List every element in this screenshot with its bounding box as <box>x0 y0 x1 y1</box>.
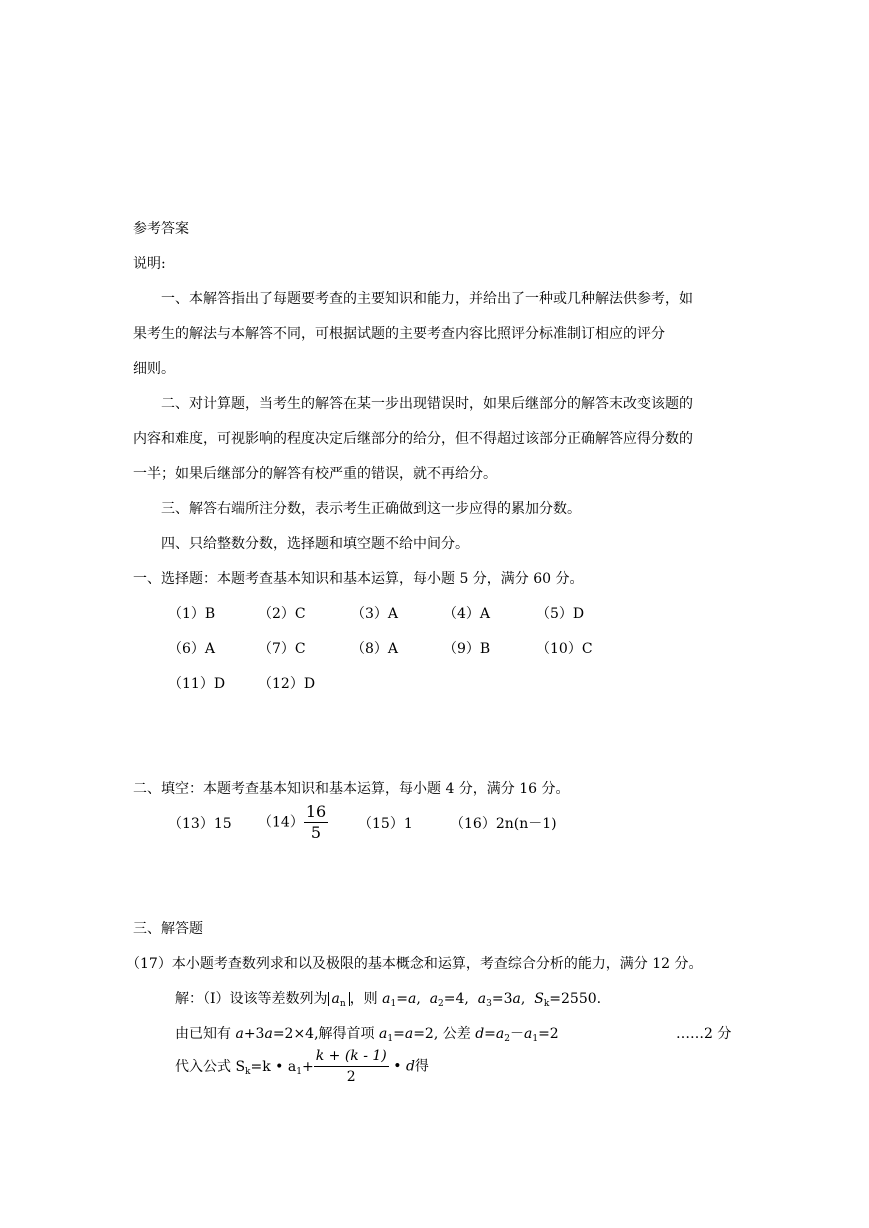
choice-answer: （4）A <box>443 606 491 622</box>
section-2-title: 二、填空：本题考查基本知识和基本运算，每小题 4 分，满分 16 分。 <box>133 781 570 797</box>
note-3: 三、解答右端所注分数，表示考生正确做到这一步应得的累加分数。 <box>161 501 581 517</box>
choice-answer: （5）D <box>536 606 585 622</box>
section-1-title: 一、选择题：本题考查基本知识和基本运算，每小题 5 分，满分 60 分。 <box>133 571 584 587</box>
solution-line-3: 代入公式 $S_k=k$ • $a_1+$ $\frac{k + (k - 1)}{2}$ • d得 <box>175 1048 429 1085</box>
absolute-value-sequence: $a_n$ <box>328 992 350 1006</box>
choice-answer: （2）C <box>258 606 306 622</box>
fraction-denominator: 2 <box>346 1069 356 1085</box>
page-heading: 参考答案 <box>133 221 189 237</box>
question-17-intro: （17）本小题考查数列求和以及极限的基本概念和运算，考查综合分析的能力，满分 12 分。 <box>126 956 703 972</box>
choice-answer: （10）C <box>536 641 593 657</box>
fraction-denominator: 5 <box>310 823 322 838</box>
note-1-line-1: 一、本解答指出了每题要考查的主要知识和能力，并给出了一种或几种解法供参考，如 <box>161 291 693 307</box>
note-2-line-3: 一半；如果后继部分的解答有校严重的错误，就不再给分。 <box>133 466 497 482</box>
choice-answer: （1）B <box>168 606 216 622</box>
choice-answer: （9）B <box>443 641 491 657</box>
score-marker: ……2 分 <box>676 1026 732 1042</box>
fill-answer-14 <box>258 802 328 838</box>
solution-line-2: 由已知有 a+3a=2×4,解得首项 $a_1=a=2$, 公差 $d=a_2-a_1=2$ <box>175 1026 559 1044</box>
sum-formula-fraction <box>314 1046 389 1087</box>
note-2-line-2: 内容和难度，可视影响的程度决定后继部分的给分，但不得超过该部分正确解答应得分数的 <box>133 431 693 447</box>
fraction-numerator: 16 <box>305 802 327 821</box>
fill-answer-14-fraction <box>304 802 328 838</box>
note-label: 说明: <box>133 256 166 272</box>
choice-answer: （8）A <box>351 641 399 657</box>
note-1-line-2: 果考生的解法与本解答不同，可根据试题的主要考查内容比照评分标准制订相应的评分 <box>133 326 665 342</box>
fill-answer-15: （15）1 <box>358 816 413 832</box>
choice-answer: （6）A <box>168 641 216 657</box>
choice-answer: （11）D <box>168 676 226 692</box>
note-2-line-1: 二、对计算题，当考生的解答在某一步出现错误时，如果后继部分的解答末改变该题的 <box>161 396 693 412</box>
section-3-title: 三、解答题 <box>133 921 203 937</box>
fill-answer-16: （16）2n(n－1) <box>450 816 557 832</box>
choice-answer: （7）C <box>258 641 306 657</box>
note-4: 四、只给整数分数，选择题和填空题不给中间分。 <box>161 536 469 552</box>
solution-line-1: 解：（Ⅰ）设该等差数列为 $a_n$ ，则 $a_1=a$, $a_2=4$, $a_3=3a$, $S_k=2550$. <box>175 991 602 1009</box>
note-1-line-3: 细则。 <box>133 361 175 377</box>
fill-answer-13: （13）15 <box>168 816 232 832</box>
choice-answer: （12）D <box>258 676 316 692</box>
choice-answer: （3）A <box>351 606 399 622</box>
fill-answer-14-label: （14） <box>258 814 304 831</box>
fraction-numerator: k + (k - 1) <box>314 1046 389 1067</box>
